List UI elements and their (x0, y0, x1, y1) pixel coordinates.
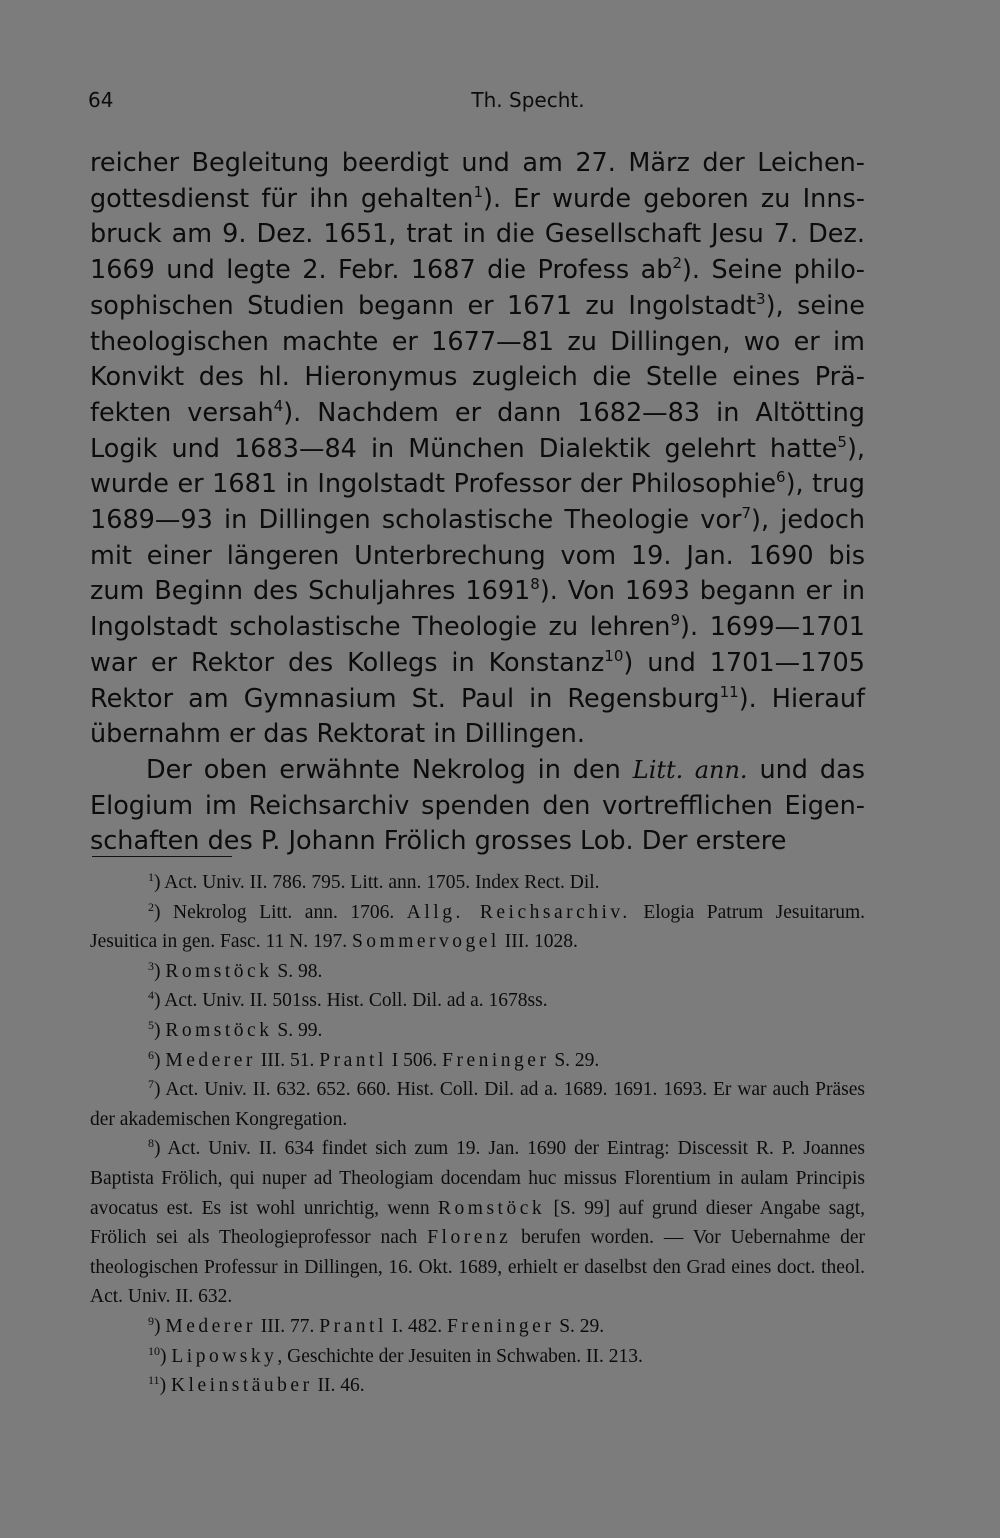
footnote-ref-11: 11 (719, 682, 739, 701)
footnotes (90, 868, 865, 1401)
footnote-8 (90, 1134, 865, 1312)
footnote-ref-9: 9 (670, 611, 681, 630)
footnote-ref-7: 7 (741, 504, 751, 523)
footnote-mark: 8 (148, 1136, 154, 1151)
footnote-text: III. 77. (255, 1315, 320, 1337)
footnote-text: I. 482. (386, 1315, 447, 1337)
footnote-text: III. 51. (255, 1049, 320, 1071)
footnote-6 (90, 1046, 865, 1076)
text-run: ). Seine philosophischen Studien begann er 1671 zu Ingolstadt (90, 255, 865, 321)
footnote-ref-2: 2 (672, 254, 682, 273)
page-header (88, 88, 868, 118)
footnote-text: II. 46. (312, 1375, 365, 1397)
footnote-text: ) (154, 1049, 166, 1071)
footnote-ref-6: 6 (776, 468, 786, 487)
footnote-mark: 1 (148, 870, 154, 884)
running-title: Th. Specht. (471, 88, 585, 112)
footnote-text: , Geschichte der Jesuiten in Schwaben. II. 213. (277, 1345, 643, 1367)
body-text (90, 146, 865, 860)
spaced-name: Mederer (165, 1049, 256, 1071)
text-run: ). Hierauf übernahm er das Rektorat in Dillingen. (90, 683, 865, 750)
footnote-ref-10: 10 (604, 646, 624, 665)
spaced-name: Romstöck (438, 1197, 546, 1219)
footnote-mark: 7 (148, 1077, 154, 1092)
spaced-name: Sommervogel (351, 931, 500, 953)
footnote-11 (90, 1371, 865, 1401)
spaced-name: Freninger (447, 1315, 555, 1337)
footnote-ref-8: 8 (530, 575, 540, 594)
footnote-ref-4: 4 (273, 396, 284, 415)
spaced-name: Lipowsky (171, 1345, 278, 1367)
text-run: ), jedoch mit einer längeren Unterbrechung vom 19. Jan. 1690 bis zum Beginn des Schuljahres 1691 (90, 505, 866, 607)
page-number: 64 (88, 88, 114, 112)
footnote-mark: 3 (148, 958, 154, 973)
footnote-10 (90, 1342, 865, 1372)
text-run: ) und 1701—1705 Rektor am Gymnasium St. Paul in Regensburg (90, 647, 865, 714)
footnote-ref-5: 5 (837, 432, 847, 451)
paragraph-2 (90, 753, 865, 860)
footnote-text: ) Act. Univ. II. 786. 795. Litt. ann. 1705. Index Rect. Dil. (154, 872, 600, 893)
text-run: ). Er wurde geboren zu Innsbruck am 9. Dez. 1651, trat in die Gesellschaft Jesu 7. Dez. 1669 und legte 2. Febr. 1687 die Profess ab (90, 183, 865, 286)
text-run: reicher Begleitung beerdigt und am 27. März der Leichengottesdienst für ihn gehalten (90, 148, 865, 214)
text-run: ), wurde er 1681 in Ingolstadt Professor der Philosophie (90, 433, 865, 500)
footnote-3 (90, 957, 865, 987)
footnote-mark: 9 (148, 1313, 154, 1328)
spaced-name: Allg. Reichsarchiv. (406, 901, 631, 923)
footnote-2 (90, 898, 865, 957)
text-run: ). Nachdem er dann 1682—83 in Altötting Logik und 1683—84 in München Dialektik gelehrt hatte (90, 397, 865, 464)
footnote-mark: 4 (148, 988, 154, 1003)
spaced-name: Freninger (442, 1049, 550, 1071)
footnote-text: S. 29. (554, 1315, 605, 1337)
spaced-name: Mederer (165, 1315, 256, 1337)
footnote-mark: 2 (148, 899, 154, 914)
italic-citation: Litt. ann. (632, 755, 748, 784)
footnote-text: ) Act. Univ. II. 634 findet sich zum 19. Jan. 1690 der Eintrag: Discessit R. P. Joannes Baptista Frölich, qui nuper ad Theologiam docendam huc missus Florentium in aulam Principis avocatus est. Es ist wohl unrichtig, wenn (90, 1138, 865, 1219)
spaced-name: Romstöck (165, 1019, 273, 1041)
text-run: ). 1699—1701 war er Rektor des Kollegs in Konstanz (90, 612, 866, 678)
footnote-separator (92, 856, 232, 857)
footnote-1 (90, 868, 865, 898)
footnote-text: ) (160, 1345, 172, 1367)
paragraph-1 (90, 146, 865, 753)
footnote-text: ) (154, 1315, 166, 1337)
footnote-mark: 11 (148, 1373, 160, 1388)
text-run: ), seine theologischen machte er 1677—81 zu Dillingen, wo er im Konvikt des hl. Hieronymus zugleich die Stelle eines Präfekten versah (90, 290, 865, 428)
text-run: ), trug 1689—93 in Dillingen scholastische Theologie vor (90, 469, 865, 536)
footnote-text: ) (154, 960, 166, 982)
footnote-mark: 5 (148, 1017, 154, 1032)
footnote-mark: 10 (148, 1343, 160, 1358)
footnote-text: S. 99. (272, 1019, 323, 1041)
footnote-4 (90, 986, 865, 1016)
text-run: Der oben erwähnte Nekrolog in den (146, 754, 633, 785)
footnote-text: ) Act. Univ. II. 632. 652. 660. Hist. Coll. Dil. ad a. 1689. 1691. 1693. Er war auch Präses der akademischen Kongregation. (90, 1079, 865, 1130)
footnote-text: ) (154, 1019, 166, 1041)
text-run: ). Von 1693 begann er in Ingolstadt scholastische Theologie zu lehren (90, 576, 865, 643)
footnote-text: ) Act. Univ. II. 501ss. Hist. Coll. Dil. ad a. 1678ss. (154, 990, 548, 1012)
spaced-name: Prantl (319, 1315, 387, 1337)
spaced-name: Kleinstäuber (170, 1375, 313, 1397)
footnote-7 (90, 1075, 865, 1134)
footnote-mark: 6 (148, 1047, 154, 1062)
footnote-5 (90, 1016, 865, 1046)
spaced-name: Prantl (319, 1049, 387, 1071)
footnote-text: S. 98. (272, 960, 323, 982)
text-run: und das Elogium im Reichsarchiv spenden den vortrefflichen Eigenschaften des P. Johann Frölich grosses Lob. Der erstere (90, 754, 865, 857)
spaced-name: Romstöck (165, 960, 273, 982)
footnote-text: Elogia Patrum Jesuitarum. Jesuitica in gen. Fasc. 11 N. 197. (90, 901, 866, 953)
footnote-text: ) (159, 1375, 171, 1397)
footnote-text: S. 29. (549, 1049, 600, 1071)
footnote-text: ) Nekrolog Litt. ann. 1706. (154, 901, 407, 923)
footnote-text: III. 1028. (499, 931, 578, 953)
spaced-name: Florenz (427, 1227, 512, 1249)
footnote-text: berufen worden. — Vor Uebernahme der theologischen Professur in Dillingen, 16. Okt. 1689, erhielt er daselbst den Grad eines doct. theol. Act. Univ. II. 632. (90, 1227, 865, 1308)
footnote-text: [S. 99] auf grund dieser Angabe sagt, Frölich sei als Theologieprofessor nach (90, 1197, 865, 1249)
footnote-text: I 506. (386, 1049, 443, 1071)
footnote-ref-3: 3 (756, 289, 766, 308)
footnote-ref-1: 1 (473, 182, 483, 201)
footnote-9 (90, 1312, 865, 1342)
